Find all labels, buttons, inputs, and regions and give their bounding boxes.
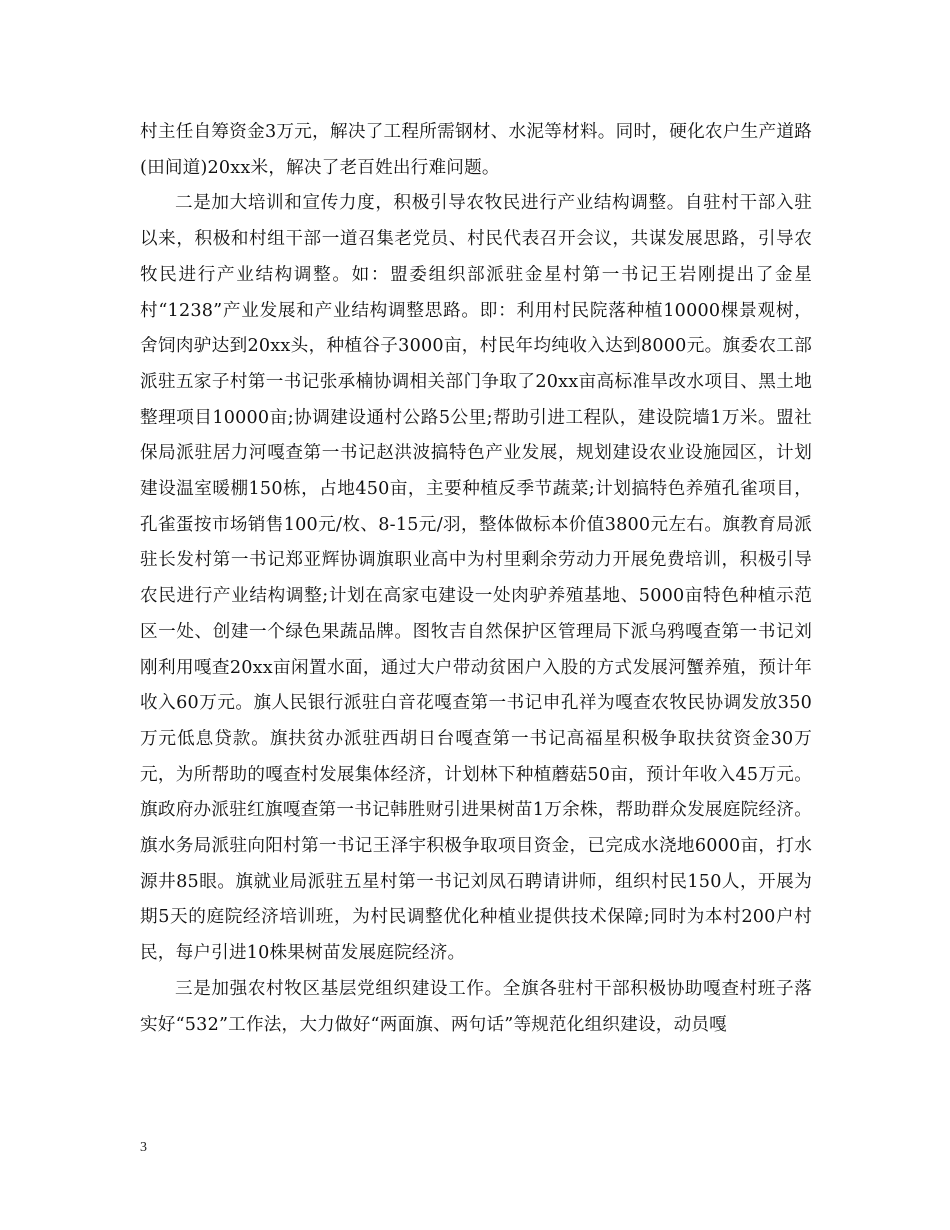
body-text	[140, 115, 812, 1043]
paragraph-training-and-publicity: 二是加大培训和宣传力度，积极引导农牧民进行产业结构调整。自驻村干部入驻以来，积极和村组干部一道召集老党员、村民代表召开会议，共谋发展思路，引导农牧民进行产业结构调整。如：盟委组织部派驻金星村第一书记王岩刚提出了金星村“1238”产业发展和产业结构调整思路。即：利用村民院落种植10000棵景观树，舍饲肉驴达到20xx头，种植谷子3000亩，村民年均纯收入达到8000元。旗委农工部派驻五家子村第一书记张承楠协调相关部门争取了20xx亩高标准旱改水项目、黑土地整理项目10000亩;协调建设通村公路5公里;帮助引进工程队，建设院墙1万米。盟社保局派驻居力河嘎查第一书记赵洪波搞特色产业发展，规划建设农业设施园区，计划建设温室暖棚150栋，占地450亩，主要种植反季节蔬菜;计划搞特色养殖孔雀项目，孔雀蛋按市场销售100元/枚、8-15元/羽，整体做标本价值3800元左右。旗教育局派驻长发村第一书记郑亚辉协调旗职业高中为村里剩余劳动力开展免费培训，积极引导农民进行产业结构调整;计划在高家屯建设一处肉驴养殖基地、5000亩特色种植示范区一处、创建一个绿色果蔬品牌。图牧吉自然保护区管理局下派乌鸦嘎查第一书记刘刚利用嘎查20xx亩闲置水面，通过大户带动贫困户入股的方式发展河蟹养殖，预计年收入60万元。旗人民银行派驻白音花嘎查第一书记申孔祥为嘎查农牧民协调发放350万元低息贷款。旗扶贫办派驻西胡日台嘎查第一书记高福星积极争取扶贫资金30万元，为所帮助的嘎查村发展集体经济，计划林下种植蘑菇50亩，预计年收入45万元。旗政府办派驻红旗嘎查第一书记韩胜财引进果树苗1万余株，帮助群众发展庭院经济。旗水务局派驻向阳村第一书记王泽宇积极争取项目资金，已完成水浇地6000亩，打水源井85眼。旗就业局派驻五星村第一书记刘凤石聘请讲师，组织村民150人，开展为期5天的庭院经济培训班，为村民调整优化种植业提供技术保障;同时为本村200户村民，每户引进10株果树苗发展庭院经济。	[140, 193, 812, 964]
paragraph-party-organization: 三是加强农村牧区基层党组织建设工作。全旗各驻村干部积极协助嘎查村班子落实好“532”工作法，大力做好“两面旗、两句话”等规范化组织建设，动员嘎	[140, 978, 812, 1035]
paragraph-continuation: 村主任自筹资金3万元，解决了工程所需钢材、水泥等材料。同时，硬化农户生产道路(田间道)20xx米，解决了老百姓出行难问题。	[140, 122, 812, 178]
page-number: 3	[140, 1140, 147, 1155]
